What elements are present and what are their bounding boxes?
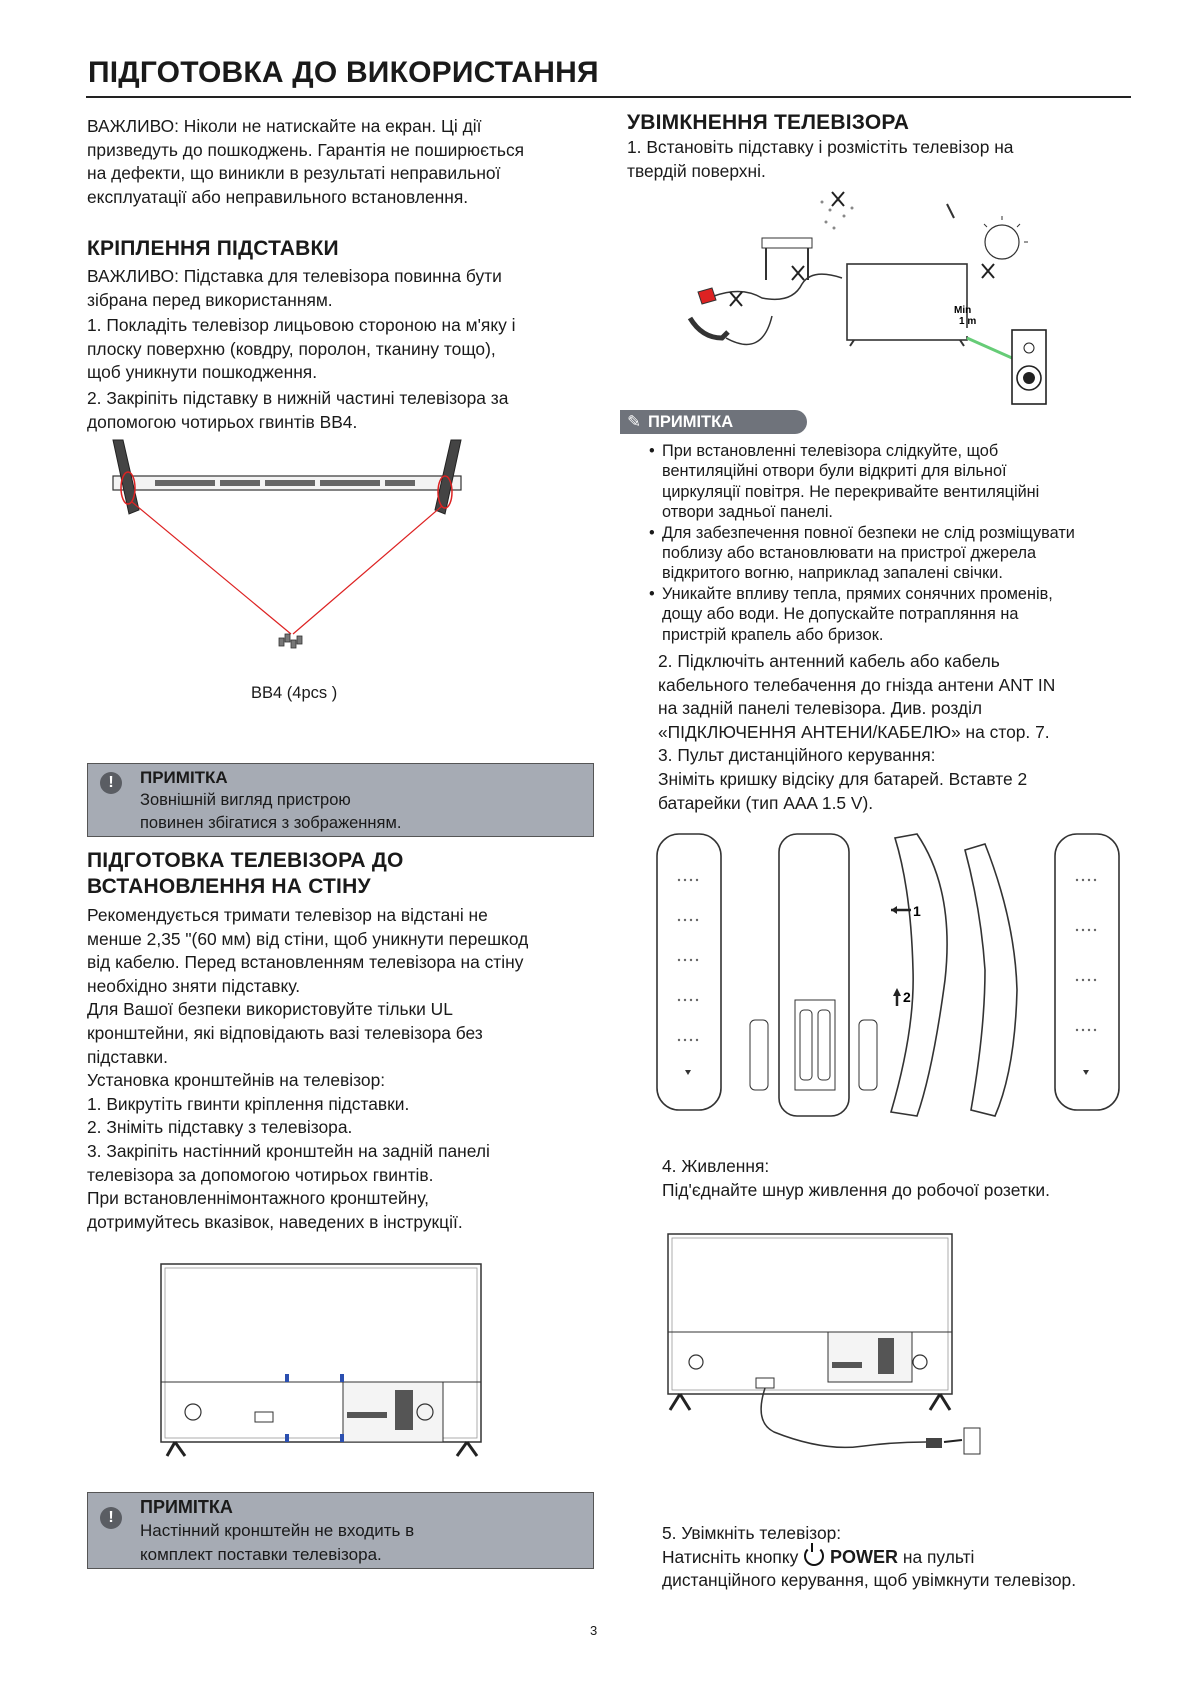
title-rule (86, 96, 1131, 98)
distance-label: 1 m (959, 316, 977, 327)
list-item: • Для забезпечення повної безпеки не слід розміщувати поблизу або встановлювати на пристрої джерела відкритого вогню, наприклад запалені свічки. (647, 523, 1117, 584)
wall-paragraph: Рекомендується тримати телевізор на відстані не менше 2,35 "(60 мм) від стіни, щоб уникнути перешкод від кабелю. Перед встановленням телевізора на стіну необхідно зняти підставку. Для Вашої безпеки використовуйте тільки UL кронштейни, які відповідають вазі телевізора без підставки. Установка кронштейнів на телевізор: 1. Викрутіть гвинти кріплення підставки. 2. Зніміть підставку з телевізора. 3. Закріпіть настінний кронштейн на задній панелі телевізора за допомогою чотирьох гвинтів. При встановленнімонтажного кронштейну, дотримуйтесь вказівок, наведених в інструкції. (87, 905, 529, 1232)
note-appearance: ! ПРИМІТКА Зовнішній вигляд пристрою повинен збігатися з зображенням. (87, 763, 594, 837)
step5-power-line: Натисніть кнопку POWER на пульті (662, 1546, 1132, 1570)
exclamation-icon: ! (100, 1507, 122, 1529)
arrow-label-1: 1 (913, 903, 921, 919)
step4-paragraph: 4. Живлення: Під'єднайте шнур живлення до робочої розетки. (662, 1156, 1050, 1200)
list-item: • Уникайте впливу тепла, прямих сонячних променів, дощу або води. Не допускайте потрапляння на пристрій крапель або бризок. (647, 584, 1117, 645)
wall-heading: ПІДГОТОВКА ТЕЛЕВІЗОРА ДО ВСТАНОВЛЕННЯ НА СТІНУ (87, 849, 404, 898)
power-icon (804, 1546, 824, 1566)
note-bullets (647, 441, 1117, 645)
list-item: • При встановленні телевізора слідкуйте, щоб вентиляційні отвори були відкриті для вільної циркуляції повітря. Не перекривайте вентиляційні отвори задньої панелі. (647, 441, 1117, 523)
power-connection-diagram (664, 1232, 994, 1462)
page-title: ПІДГОТОВКА ДО ВИКОРИСТАННЯ (88, 56, 599, 89)
exclamation-icon: ! (100, 772, 122, 794)
page-number: 3 (590, 1623, 598, 1638)
stand-mounting-diagram (105, 440, 475, 670)
steps-2-3-paragraph: 2. Підключіть антенний кабель або кабель кабельного телебачення до гнізда антени ANT IN на задній панелі телевізора. Див. розділ «ПІДКЛЮЧЕННЯ АНТЕНИ/КАБЕЛЮ» на стор. 7. 3. Пульт дистанційного керування: Зніміть кришку відсіку для батарей. Вставте 2 батарейки (тип AAA 1.5 V). (658, 651, 1056, 813)
step5-paragraph: 5. Увімкніть телевізор: Натисніть кнопку POWER на пульті дистанційного керування, щоб увімкнути телевізор. (662, 1522, 1132, 1593)
arrow-label-2: 2 (903, 989, 911, 1005)
important-paragraph: ВАЖЛИВО: Ніколи не натискайте на екран. Ці дії призведуть до пошкоджень. Гарантія не поширюється на дефекти, що виникли в результаті неправильної експлуатації або неправильного встановлення. (87, 116, 525, 207)
screw-label: BB4 (4pcs ) (251, 684, 338, 702)
placement-diagram (682, 188, 1042, 408)
note-wall-bracket: ! ПРИМІТКА Настінний кронштейн не входить в комплект поставки телевізора. (87, 1492, 594, 1569)
power-on-heading: УВІМКНЕННЯ ТЕЛЕВІЗОРА (627, 111, 910, 134)
pencil-icon: ✎ (627, 413, 641, 431)
min-label: Min (954, 305, 972, 316)
note-pill: ✎ ПРИМІТКА (620, 410, 807, 434)
remote-battery-diagram (655, 830, 1135, 1120)
tv-back-wall-diagram (155, 1262, 485, 1472)
stand-heading: КРІПЛЕННЯ ПІДСТАВКИ (87, 237, 339, 260)
step1-paragraph: 1. Встановіть підставку і розмістіть телевізор на твердій поверхні. (627, 137, 1014, 181)
stand-paragraph: ВАЖЛИВО: Підставка для телевізора повинна бути зібрана перед використанням. 1. Покладіть телевізор лицьовою стороною на м'яку і плоску поверхню (ковдру, поролон, тканину тощо), щоб уникнути пошкодження. 2. Закріпіть підставку в нижній частині телевізора за допомогою чотирьох гвинтів BB4. (87, 266, 516, 432)
